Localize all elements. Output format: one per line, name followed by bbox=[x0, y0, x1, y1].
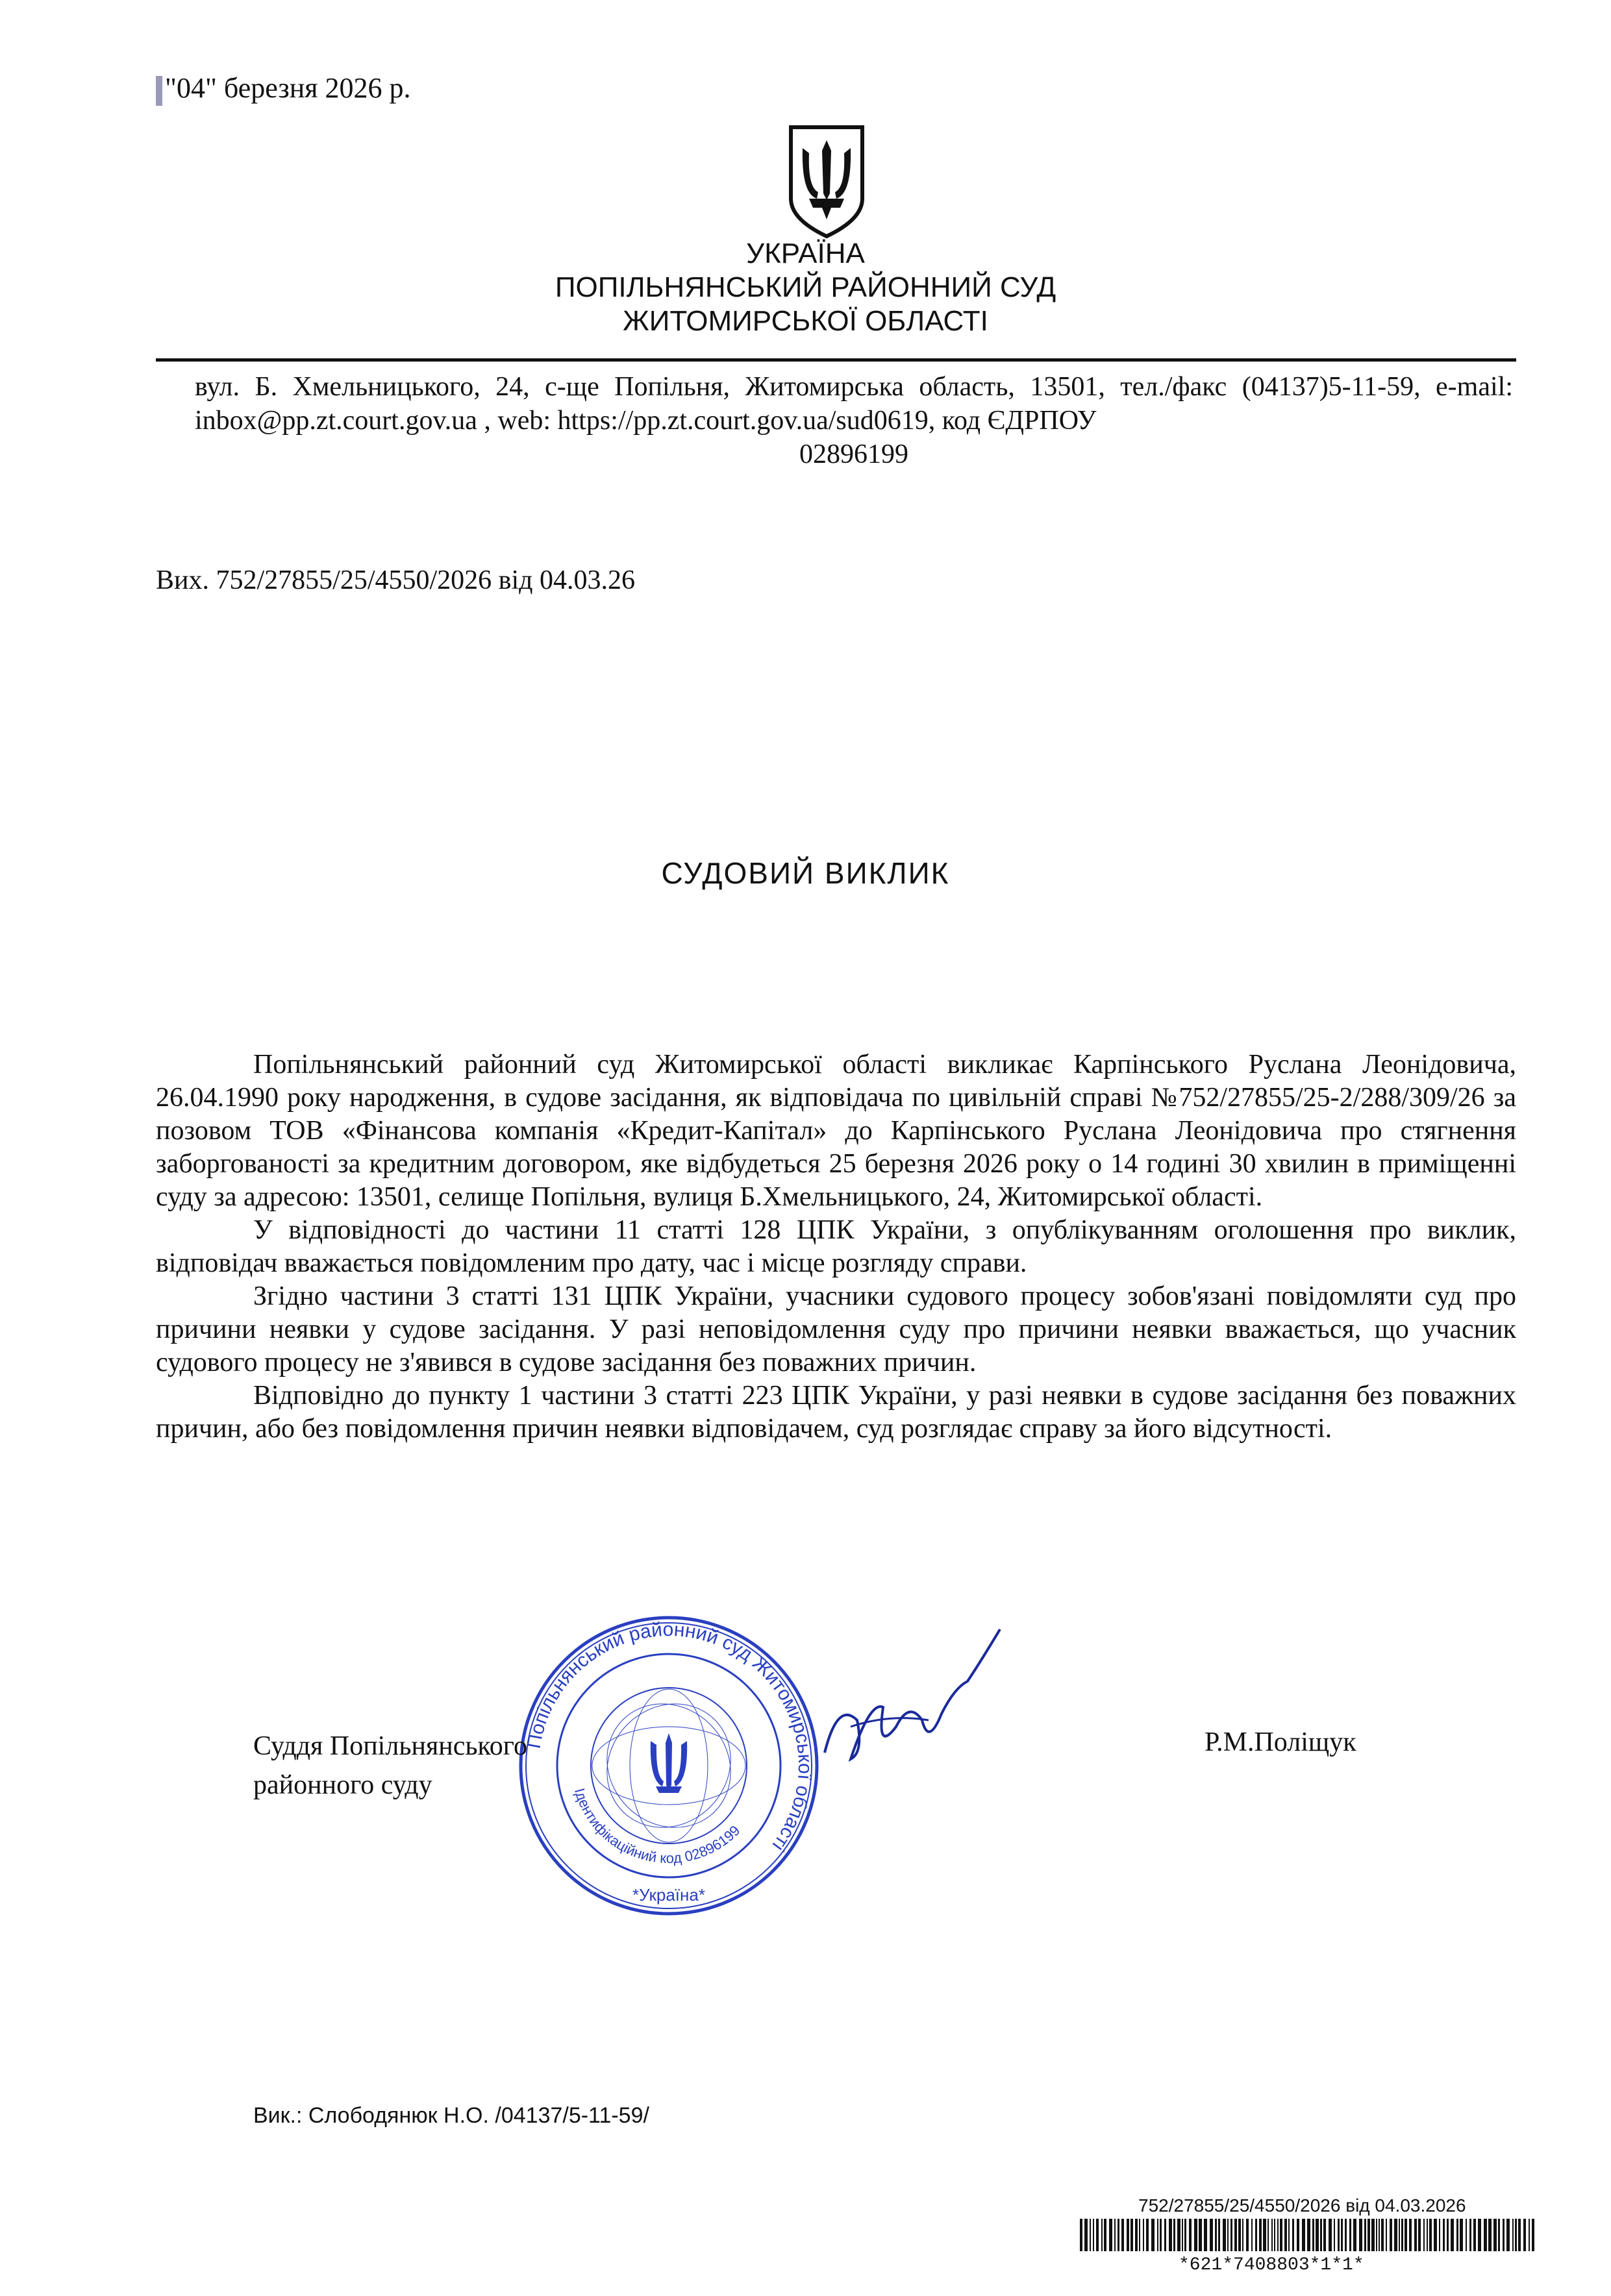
document-body bbox=[156, 1048, 1516, 1446]
barcode-number: 752/27855/25/4550/2026 від 04.03.2026 bbox=[1138, 2195, 1466, 2216]
barcode-bar bbox=[1146, 2219, 1149, 2251]
barcode-bar bbox=[1376, 2219, 1377, 2251]
court-heading: ПОПІЛЬНЯНСЬКИЙ РАЙОННИЙ СУД bbox=[555, 271, 1056, 303]
barcode-bar bbox=[1409, 2219, 1412, 2251]
barcode-bar bbox=[1493, 2219, 1497, 2251]
barcode-bar bbox=[1234, 2219, 1237, 2251]
barcode-bar bbox=[1447, 2219, 1449, 2251]
barcode-bar bbox=[1251, 2219, 1253, 2251]
paragraph-consequence: Відповідно до пункту 1 частини 3 статті 223 ЦПК України, у разі неявки в судове засідання без поважних причин, або без повідомлення причин неявки відповідачем, суд розглядає справу за його відсутності. bbox=[156, 1381, 1516, 1444]
barcode-bar bbox=[1451, 2219, 1454, 2251]
barcode-bar bbox=[1242, 2219, 1243, 2251]
barcode-bar bbox=[1109, 2219, 1112, 2251]
barcode-bar bbox=[1503, 2219, 1505, 2251]
barcode-bar bbox=[1263, 2219, 1266, 2251]
barcode-bar bbox=[1353, 2219, 1356, 2251]
barcode-bar bbox=[1080, 2219, 1082, 2251]
barcode-bar bbox=[1135, 2219, 1138, 2251]
barcode-bar bbox=[1414, 2219, 1417, 2251]
stamp-trident-icon bbox=[651, 1733, 687, 1793]
country-heading: УКРАЇНА bbox=[746, 238, 865, 269]
barcode-bar bbox=[1532, 2219, 1534, 2251]
barcode-bar bbox=[1423, 2219, 1425, 2251]
barcode-bar bbox=[1160, 2219, 1162, 2251]
barcode-code: *621*7408803*1*1* bbox=[1179, 2255, 1364, 2275]
barcode-bar bbox=[1169, 2219, 1172, 2251]
barcode-bar bbox=[1466, 2219, 1467, 2251]
barcode-bar bbox=[1218, 2219, 1220, 2251]
document-title: СУДОВИЙ ВИКЛИК bbox=[661, 856, 950, 890]
barcode-bar bbox=[1512, 2219, 1514, 2251]
barcode-bar bbox=[1386, 2219, 1387, 2251]
barcode-bar bbox=[1204, 2219, 1207, 2251]
barcode-bar bbox=[1173, 2219, 1175, 2251]
barcode-bar bbox=[1199, 2219, 1202, 2251]
barcode-bar bbox=[1518, 2219, 1521, 2251]
barcode-bar bbox=[1101, 2219, 1103, 2251]
barcode-bar bbox=[1093, 2219, 1094, 2251]
barcode-bar bbox=[1498, 2219, 1500, 2251]
barcode-bar bbox=[1210, 2219, 1213, 2251]
barcode-bar bbox=[1238, 2219, 1241, 2251]
document-date-text: "04" березня 2026 р. bbox=[165, 72, 411, 104]
barcode-bar bbox=[1143, 2219, 1144, 2251]
stamp-bottom-text: *Україна* bbox=[632, 1885, 705, 1905]
barcode-bar bbox=[1139, 2219, 1140, 2251]
executor-line: Вик.: Слободянюк Н.О. /04137/5-11-59/ bbox=[253, 2103, 649, 2128]
outgoing-number: Вих. 752/27855/25/4550/2026 від 04.03.26 bbox=[156, 565, 636, 595]
barcode-bar bbox=[1529, 2219, 1530, 2251]
barcode-bar bbox=[1164, 2219, 1166, 2251]
barcode-bar bbox=[1302, 2219, 1305, 2251]
barcode-graphic bbox=[1080, 2219, 1534, 2251]
barcode-bar bbox=[1230, 2219, 1232, 2251]
barcode-bar bbox=[1223, 2219, 1226, 2251]
barcode-bar bbox=[1104, 2219, 1106, 2251]
barcode-bar bbox=[1284, 2219, 1287, 2251]
document-date bbox=[156, 71, 411, 106]
barcode-bar bbox=[1379, 2219, 1380, 2251]
barcode-bar bbox=[1292, 2219, 1294, 2251]
barcode-bar bbox=[1084, 2219, 1088, 2251]
barcode-bar bbox=[1329, 2219, 1332, 2251]
barcode-bar bbox=[1184, 2219, 1186, 2251]
barcode-bar bbox=[1189, 2219, 1192, 2251]
barcode-bar bbox=[1280, 2219, 1282, 2251]
barcode-bar bbox=[1090, 2219, 1091, 2251]
stamp-inner-text: Ідентифікаційний код 02896199 bbox=[571, 1786, 743, 1867]
barcode-bar bbox=[1460, 2219, 1463, 2251]
barcode-bar bbox=[1506, 2219, 1510, 2251]
barcode-bar bbox=[1130, 2219, 1133, 2251]
barcode-bar bbox=[1215, 2219, 1217, 2251]
region-heading: ЖИТОМИРСЬКОЇ ОБЛАСТІ bbox=[623, 305, 988, 337]
barcode-bar bbox=[1478, 2219, 1481, 2251]
judge-position bbox=[253, 1727, 527, 1805]
address-text: вул. Б. Хмельницького, 24, с-ще Попільня, Житомирська область, 13501, тел./факс (04137)5-11-59, e-mail: inbox@pp.zt.court.gov.ua , web: https://pp.zt.court.gov.ua/sud0619, код ЄДРПОУ bbox=[195, 372, 1513, 436]
barcode-bar bbox=[1349, 2219, 1351, 2251]
court-address bbox=[195, 370, 1513, 471]
barcode-bar bbox=[1246, 2219, 1249, 2251]
scan-marker bbox=[156, 76, 162, 106]
barcode-bar bbox=[1268, 2219, 1269, 2251]
barcode-bar bbox=[1096, 2219, 1099, 2251]
barcode-bar bbox=[1439, 2219, 1440, 2251]
barcode-bar bbox=[1488, 2219, 1492, 2251]
barcode-bar bbox=[1341, 2219, 1343, 2251]
barcode-bar bbox=[1316, 2219, 1319, 2251]
barcode-bar bbox=[1334, 2219, 1335, 2251]
barcode-bar bbox=[1227, 2219, 1229, 2251]
judge-name: Р.М.Поліщук bbox=[1205, 1727, 1356, 1757]
barcode-bar bbox=[1429, 2219, 1432, 2251]
trident-emblem-icon bbox=[784, 122, 869, 239]
barcode-bar bbox=[1297, 2219, 1299, 2251]
barcode-bar bbox=[1288, 2219, 1290, 2251]
barcode-bar bbox=[1312, 2219, 1314, 2251]
paragraph-summons: Попільнянський районний суд Житомирської області викликає Карпінського Руслана Леонідовича, 26.04.1990 року народження, в судове засідання, як відповідача по цивільній справі №752/27855/25-2/288/309/26 за позовом ТОВ «Фінансова компанія «Кредит-Капітал» до Карпінського Руслана Леонідовича про стягнення заборгованості за кредитним договором, яке відбудеться 25 березня 2026 року о 14 годині 30 хвилин в приміщенні суду за адресою: 13501, селище Попільня, вулиця Б.Хмельницького, 24, Житомирської області. bbox=[156, 1050, 1516, 1212]
barcode-bar bbox=[1182, 2219, 1183, 2251]
barcode-bar bbox=[1434, 2219, 1437, 2251]
barcode-bar bbox=[1427, 2219, 1428, 2251]
barcode-bar bbox=[1118, 2219, 1119, 2251]
paragraph-obligation: Згідно частини 3 статті 131 ЦПК України, учасники судового процесу зобов'язані повідомляти суд про причини неявки у судове засідання. У разі неповідомлення суду про причини неявки вважається, що учасник судового процесу не з'явився в судове засідання без поважних причин. bbox=[156, 1281, 1516, 1377]
edrpou-code: 02896199 bbox=[799, 439, 908, 469]
barcode-bar bbox=[1338, 2219, 1340, 2251]
barcode-bar bbox=[1114, 2219, 1116, 2251]
barcode-bar bbox=[1259, 2219, 1262, 2251]
paragraph-notice: У відповідності до частини 11 статті 128 ЦПК України, з опублікуванням оголошення про виклик, відповідач вважається повідомленим про дату, час і місце розгляду справи. bbox=[156, 1215, 1516, 1278]
barcode-bar bbox=[1127, 2219, 1129, 2251]
barcode-bar bbox=[1418, 2219, 1421, 2251]
barcode-bar bbox=[1359, 2219, 1362, 2251]
barcode-bar bbox=[1390, 2219, 1392, 2251]
barcode-bar bbox=[1405, 2219, 1407, 2251]
barcode-bar bbox=[1255, 2219, 1257, 2251]
barcode-bar bbox=[1399, 2219, 1400, 2251]
barcode-bar bbox=[1194, 2219, 1197, 2251]
barcode-bar bbox=[1307, 2219, 1310, 2251]
barcode-bar bbox=[1484, 2219, 1487, 2251]
barcode-bar bbox=[1523, 2219, 1526, 2251]
barcode-bar bbox=[1364, 2219, 1366, 2251]
barcode-bar bbox=[1323, 2219, 1326, 2251]
barcode-bar bbox=[1394, 2219, 1397, 2251]
barcode-bar bbox=[1121, 2219, 1124, 2251]
barcode-bar bbox=[1274, 2219, 1275, 2251]
barcode-bar bbox=[1381, 2219, 1384, 2251]
barcode-bar bbox=[1277, 2219, 1279, 2251]
barcode-bar bbox=[1177, 2219, 1180, 2251]
judge-position-line2: районного суду bbox=[253, 1770, 432, 1800]
barcode-bar bbox=[1469, 2219, 1471, 2251]
barcode-bar bbox=[1473, 2219, 1476, 2251]
barcode-bar bbox=[1367, 2219, 1370, 2251]
barcode-bar bbox=[1515, 2219, 1517, 2251]
barcode-bar bbox=[1456, 2219, 1458, 2251]
barcode-bar bbox=[1371, 2219, 1375, 2251]
barcode-bar bbox=[1320, 2219, 1322, 2251]
barcode-bar bbox=[1345, 2219, 1347, 2251]
barcode-bar bbox=[1401, 2219, 1403, 2251]
barcode-bar bbox=[1271, 2219, 1273, 2251]
court-seal-stamp bbox=[513, 1610, 825, 1921]
judge-position-line1: Суддя Попільнянського bbox=[253, 1731, 527, 1761]
judge-signature bbox=[812, 1623, 1006, 1792]
barcode-bar bbox=[1151, 2219, 1155, 2251]
header-divider bbox=[156, 358, 1516, 362]
stamp-outer-text: Попільнянський районний суд Житомирської області bbox=[523, 1618, 816, 1855]
barcode-bar bbox=[1443, 2219, 1445, 2251]
barcode-bar bbox=[1157, 2219, 1158, 2251]
